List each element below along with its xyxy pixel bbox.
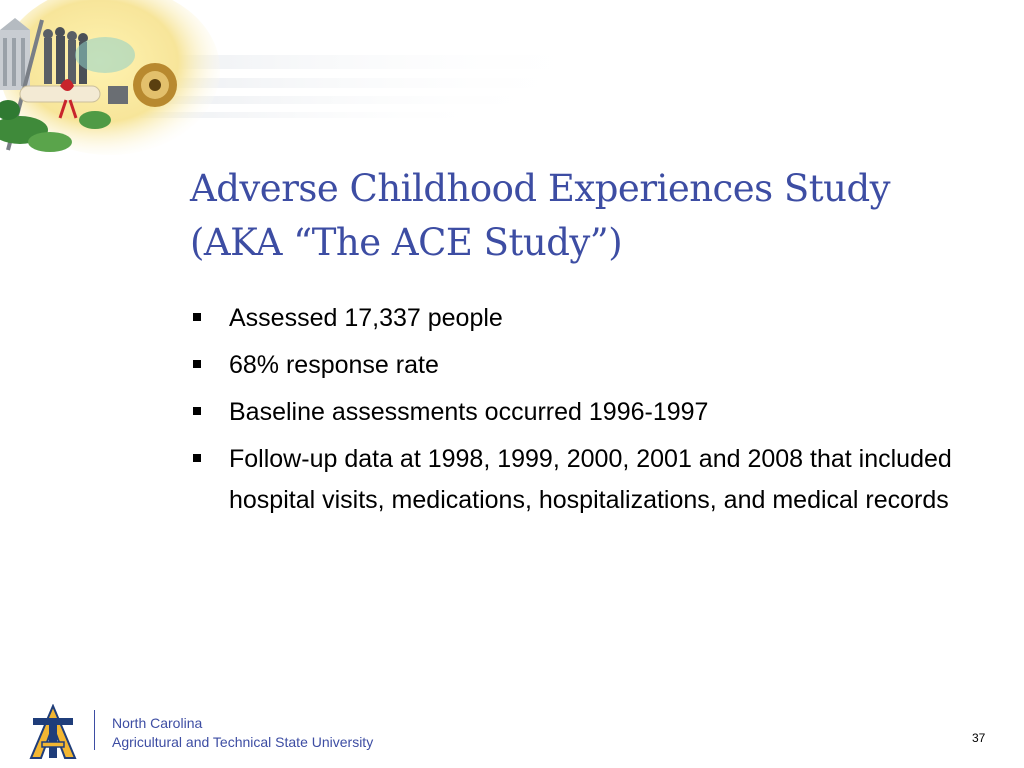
square-bullet-icon — [193, 454, 201, 462]
page-number: 37 — [972, 731, 986, 745]
bullet-item — [188, 345, 968, 386]
bullet-item — [188, 392, 968, 433]
campus-collage-icon — [0, 0, 620, 165]
bullet-text: 68% response rate — [229, 351, 439, 379]
square-bullet-icon — [193, 360, 201, 368]
slide-title — [190, 162, 990, 270]
bullet-text: Follow-up data at 1998, 1999, 2000, 2001 and 2008 that included hospital visits, medications, hospitalizations, and medical records — [229, 445, 952, 514]
bullet-item — [188, 439, 968, 521]
slide-title-line-2: (AKA “The ACE Study”) — [190, 221, 623, 264]
footer-divider — [94, 710, 95, 750]
university-name — [112, 714, 373, 752]
bullet-item — [188, 298, 968, 339]
bullet-text: Baseline assessments occurred 1996-1997 — [229, 398, 709, 426]
square-bullet-icon — [193, 407, 201, 415]
bullet-text: Assessed 17,337 people — [229, 304, 503, 332]
university-name-line-1: North Carolina — [112, 715, 203, 731]
slide-title-line-1: Adverse Childhood Experiences Study — [190, 167, 891, 210]
university-name-line-2: Agricultural and Technical State University — [112, 734, 374, 750]
square-bullet-icon — [193, 313, 201, 321]
bullet-list — [188, 298, 968, 527]
aggie-at-logo-icon — [28, 704, 78, 760]
